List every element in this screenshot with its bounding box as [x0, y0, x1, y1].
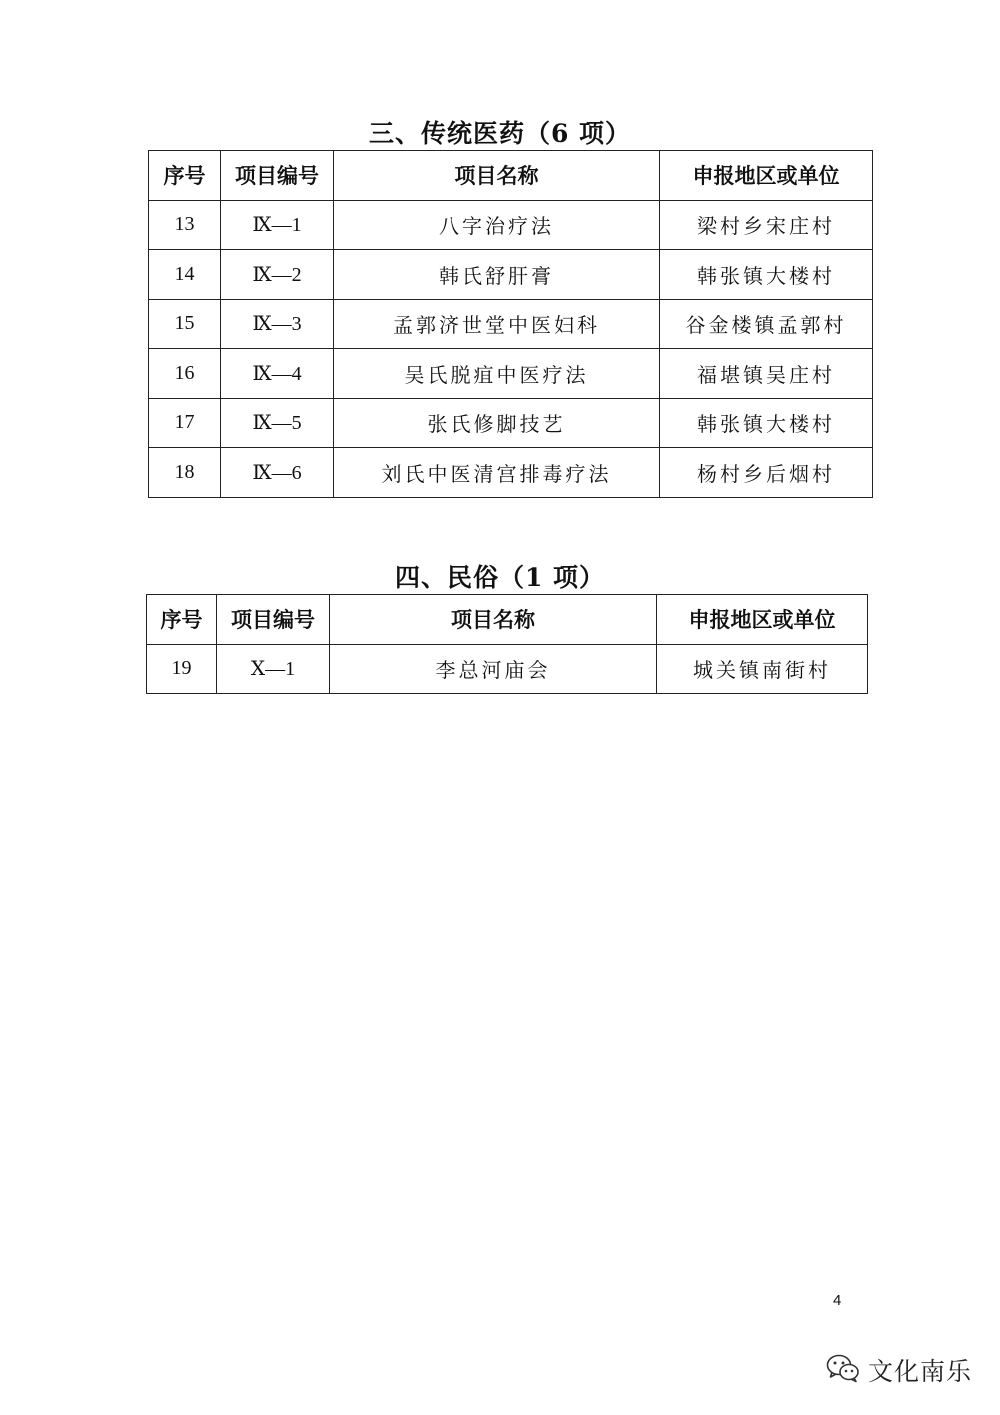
table-row [149, 250, 873, 300]
cell-code: Ⅸ—5 [221, 398, 334, 448]
table-row [149, 398, 873, 448]
cell-no: 17 [149, 398, 221, 448]
cell-name: 张氏修脚技艺 [334, 398, 660, 448]
cell-code: Ⅸ—6 [221, 448, 334, 498]
cell-no: 19 [147, 644, 217, 694]
cell-unit: 韩张镇大楼村 [660, 398, 873, 448]
table-header-row [147, 595, 868, 645]
cell-unit: 福堪镇吴庄村 [660, 349, 873, 399]
watermark [826, 1352, 972, 1388]
cell-code: Ⅸ—3 [221, 299, 334, 349]
table-row [147, 644, 868, 694]
cell-unit: 杨村乡后烟村 [660, 448, 873, 498]
header-name: 项目名称 [330, 595, 657, 645]
page-number: 4 [833, 1292, 842, 1309]
section-title-folk-custom: 四、民俗（1 项） [394, 563, 606, 592]
table-row [149, 448, 873, 498]
cell-name: 韩氏舒肝膏 [334, 250, 660, 300]
header-unit: 申报地区或单位 [660, 151, 873, 201]
table-row [149, 349, 873, 399]
cell-no: 15 [149, 299, 221, 349]
header-unit: 申报地区或单位 [657, 595, 868, 645]
cell-name: 孟郭济世堂中医妇科 [334, 299, 660, 349]
cell-code: Ⅸ—4 [221, 349, 334, 399]
header-no: 序号 [147, 595, 217, 645]
wechat-icon [826, 1353, 860, 1387]
header-name: 项目名称 [334, 151, 660, 201]
cell-name: 李总河庙会 [330, 644, 657, 694]
cell-unit: 韩张镇大楼村 [660, 250, 873, 300]
cell-code: Ⅸ—2 [221, 250, 334, 300]
table-row [149, 200, 873, 250]
table-row [149, 299, 873, 349]
traditional-medicine-table [148, 150, 873, 498]
cell-no: 18 [149, 448, 221, 498]
header-code: 项目编号 [221, 151, 334, 201]
cell-name: 吴氏脱疽中医疗法 [334, 349, 660, 399]
header-no: 序号 [149, 151, 221, 201]
cell-no: 14 [149, 250, 221, 300]
cell-name: 刘氏中医清宫排毒疗法 [334, 448, 660, 498]
cell-unit: 梁村乡宋庄村 [660, 200, 873, 250]
header-code: 项目编号 [217, 595, 330, 645]
cell-unit: 城关镇南街村 [657, 644, 868, 694]
cell-name: 八字治疗法 [334, 200, 660, 250]
cell-code: Ⅸ—1 [221, 200, 334, 250]
cell-no: 16 [149, 349, 221, 399]
folk-custom-table [146, 594, 868, 694]
cell-unit: 谷金楼镇孟郭村 [660, 299, 873, 349]
table-header-row [149, 151, 873, 201]
cell-no: 13 [149, 200, 221, 250]
cell-code: Ⅹ—1 [217, 644, 330, 694]
section-title-traditional-medicine: 三、传统医药（6 项） [368, 119, 632, 148]
watermark-text: 文化南乐 [868, 1357, 973, 1386]
